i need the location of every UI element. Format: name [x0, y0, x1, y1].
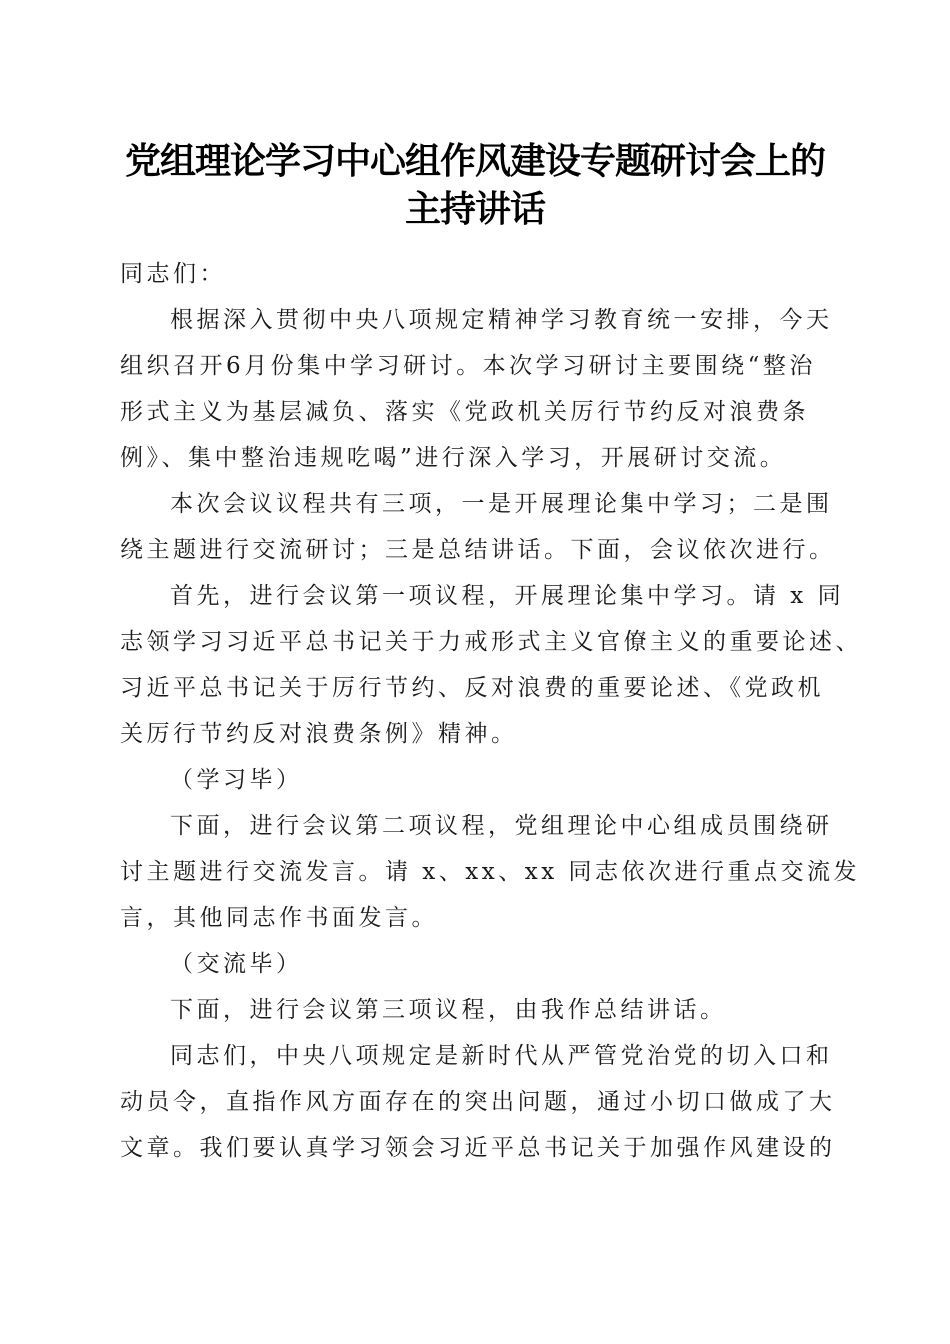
text-line: 本次会议议程共有三项，一是开展理论集中学习；二是围: [170, 491, 833, 517]
text-line: 言，其他同志作书面发言。: [120, 905, 438, 931]
title-line: 主持讲话: [404, 188, 545, 230]
paragraph-item-two: [120, 803, 860, 941]
paragraph-item-three: [120, 987, 830, 1033]
text-line: 下面，进行会议第三项议程，由我作总结讲话。: [170, 997, 727, 1023]
title-line: 党组理论学习中心组作风建设专题研讨会上的: [124, 140, 825, 182]
text-line: 根据深入贯彻中央八项规定精神学习教育统一安排，今天: [170, 307, 833, 333]
text-line: 绕主题进行交流研讨；三是总结讲话。下面，会议依次进行。: [120, 537, 836, 563]
text-line: 首先，进行会议第一项议程，开展理论集中学习。请 x 同: [170, 583, 845, 609]
text-line: 关厉行节约反对浪费条例》精神。: [120, 721, 518, 747]
paragraph-study-done: [120, 757, 830, 803]
text-line: 形式主义为基层减负、落实《党政机关厉行节约反对浪费条: [120, 399, 809, 425]
paragraph-agenda: [120, 481, 836, 573]
text-line: 讨主题进行交流发言。请 x、xx、xx 同志依次进行重点交流发: [120, 859, 860, 885]
paragraph-exchange-done: [120, 941, 830, 987]
text-line: 同志们，中央八项规定是新时代从严管党治党的切入口和: [170, 1043, 833, 1069]
text-line: 组织召开6月份集中学习研讨。本次学习研讨主要围绕“整治: [120, 353, 816, 379]
text-line: （交流毕）: [170, 951, 303, 977]
document-title: [100, 137, 850, 233]
text-line: （学习毕）: [170, 767, 303, 793]
paragraph-intro: [120, 297, 833, 481]
text-line: 习近平总书记关于厉行节约、反对浪费的重要论述、《党政机: [120, 675, 824, 701]
document-body: [120, 251, 862, 1171]
text-line: 文章。我们要认真学习领会习近平总书记关于加强作风建设的: [120, 1135, 836, 1161]
text-line: 志领学习习近平总书记关于力戒形式主义官僚主义的重要论述、: [120, 629, 862, 655]
text-line: 例》、集中整治违规吃喝”进行深入学习，开展研讨交流。: [120, 445, 787, 471]
greeting: 同志们：: [120, 261, 226, 287]
text-line: 动员令，直指作风方面存在的突出问题，通过小切口做成了大: [120, 1089, 836, 1115]
paragraph-summary: [120, 1033, 836, 1171]
paragraph-item-one: [120, 573, 862, 757]
text-line: 下面，进行会议第二项议程，党组理论中心组成员围绕研: [170, 813, 833, 839]
